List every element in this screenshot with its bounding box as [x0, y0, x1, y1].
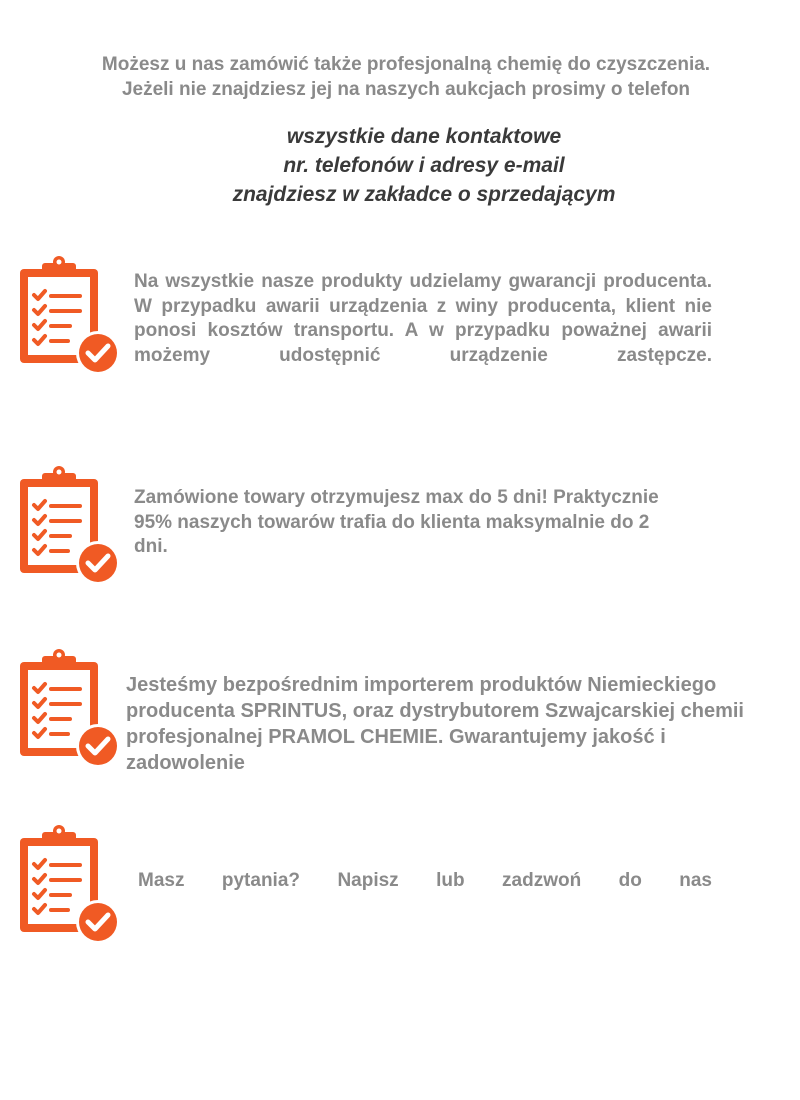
contact-info	[100, 122, 748, 209]
clipboard-check-icon	[18, 465, 122, 583]
contact-line-1: wszystkie dane kontaktowe	[286, 125, 562, 148]
feature-text: Na wszystkie nasze produkty udzielamy gwarancji producenta. W przypadku awarii urządzenia z winy producenta, klient nie ponosi kosztów transportu. A w przypadku poważnej awarii możemy udostępnić urządzenie zastępcze.	[134, 271, 712, 366]
contact-line-3: znajdziesz w zakładce o sprzedającym	[232, 183, 616, 206]
contact-line-2: nr. telefonów i adresy e-mail	[283, 154, 565, 177]
clipboard-check-icon	[18, 648, 122, 766]
feature-text: Jesteśmy bezpośrednim importerem produktów Niemieckiego producenta SPRINTUS, oraz dystrybutorem Szwajcarskiej chemii profesjonalnej PRAMOL CHEMIE. Gwarantujemy jakość i zadowolenie	[126, 674, 744, 774]
feature-text: Zamówione towary otrzymujesz max do 5 dni! Praktycznie 95% naszych towarów trafia do klienta maksymalnie do 2 dni.	[134, 487, 659, 557]
feature-text: Masz pytania? Napisz lub zadzwoń do nas	[138, 870, 712, 891]
clipboard-check-icon	[18, 824, 122, 942]
intro-text: Możesz u nas zamówić także profesjonalną chemię do czyszczenia. Jeżeli nie znajdziesz jej na naszych aukcjach prosimy o telefon	[101, 54, 711, 100]
clipboard-check-icon	[18, 255, 122, 373]
